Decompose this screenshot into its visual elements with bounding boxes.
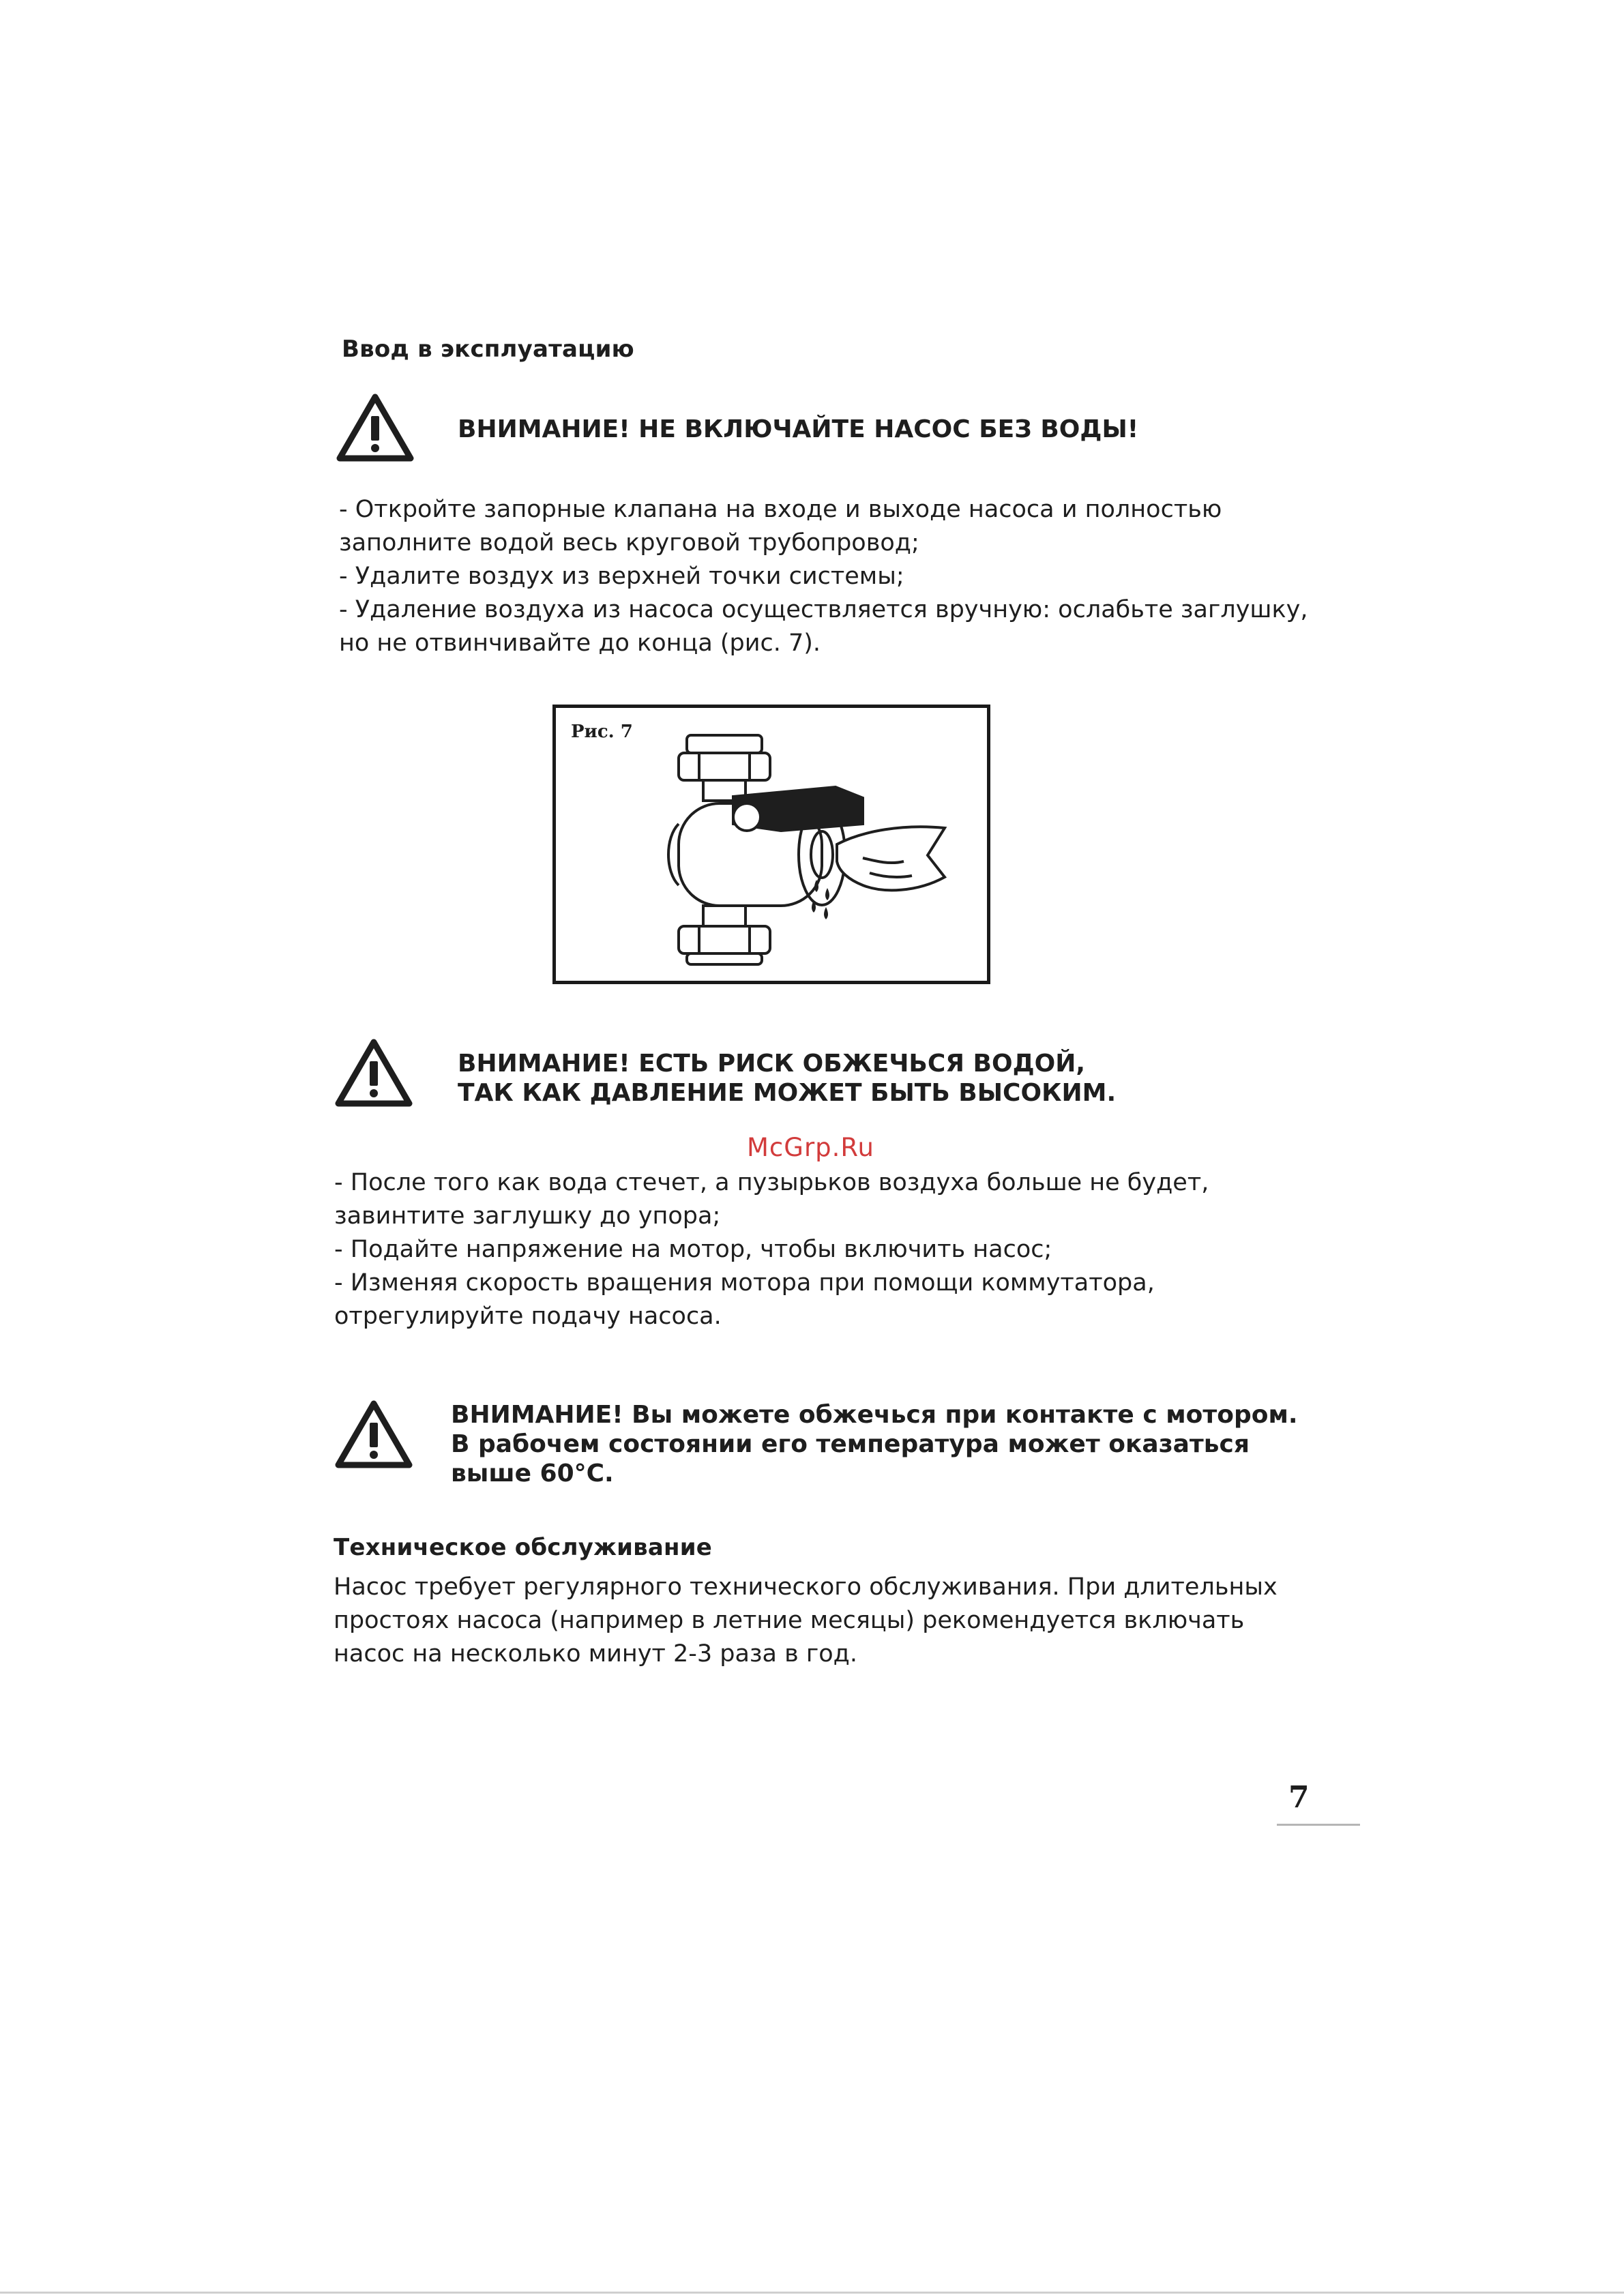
- warning-line: В рабочем состоянии его температура может оказаться: [451, 1430, 1250, 1458]
- warning-triangle-icon: [336, 393, 415, 464]
- text-line: Насос требует регулярного технического обслуживания. При длительных: [334, 1573, 1278, 1601]
- warning-triangle-icon: [334, 1400, 413, 1470]
- warning-no-dry-run: ВНИМАНИЕ! НЕ ВКЛЮЧАЙТЕ НАСОС БЕЗ ВОДЫ!: [458, 415, 1139, 443]
- section-title-maintenance: Техническое обслуживание: [334, 1534, 712, 1561]
- page-number-rule: [1277, 1824, 1360, 1826]
- warning-line: ВНИМАНИЕ! Вы можете обжечься при контакте с мотором.: [451, 1401, 1298, 1429]
- warning-hot-motor: [451, 1400, 1298, 1488]
- text-line: - Подайте напряжение на мотор, чтобы включить насос;: [334, 1236, 1052, 1263]
- warning-line: ВНИМАНИЕ! ЕСТЬ РИСК ОБЖЕЧЬСЯ ВОДОЙ,: [458, 1050, 1086, 1078]
- warning-line: выше 60°С.: [451, 1460, 614, 1487]
- figure-label: Рис. 7: [571, 722, 633, 742]
- figure-7: [552, 705, 990, 984]
- watermark: McGrp.Ru: [747, 1133, 874, 1162]
- page-number: 7: [1288, 1780, 1310, 1815]
- warning-line: ТАК КАК ДАВЛЕНИЕ МОЖЕТ БЫТЬ ВЫСОКИМ.: [458, 1079, 1117, 1107]
- section-title-commissioning: Ввод в эксплуатацию: [342, 336, 634, 363]
- startup-instructions: [334, 1166, 1209, 1333]
- text-line: простоях насоса (например в летние месяцы) рекомендуется включать: [334, 1607, 1245, 1634]
- warning-burn-risk: [458, 1049, 1116, 1108]
- page-edge: [0, 2292, 1624, 2294]
- text-line: - Изменяя скорость вращения мотора при помощи коммутатора,: [334, 1269, 1155, 1297]
- text-line: отрегулируйте подачу насоса.: [334, 1303, 722, 1330]
- text-line: завинтите заглушку до упора;: [334, 1202, 721, 1230]
- text-line: - Удаление воздуха из насоса осуществляется вручную: ослабьте заглушку,: [339, 596, 1308, 623]
- text-line: - Откройте запорные клапана на входе и выходе насоса и полностью: [339, 496, 1222, 523]
- text-line: заполните водой весь круговой трубопровод;: [339, 529, 919, 557]
- pump-illustration: [658, 722, 951, 967]
- warning-triangle-icon: [334, 1038, 413, 1109]
- text-line: - Удалите воздух из верхней точки системы;: [339, 563, 904, 590]
- maintenance-text: [334, 1571, 1278, 1671]
- text-line: - После того как вода стечет, а пузырьков воздуха больше не будет,: [334, 1169, 1209, 1196]
- text-line: но не отвинчивайте до конца (рис. 7).: [339, 630, 821, 657]
- text-line: насос на несколько минут 2-3 раза в год.: [334, 1640, 857, 1668]
- commissioning-instructions: [339, 493, 1308, 660]
